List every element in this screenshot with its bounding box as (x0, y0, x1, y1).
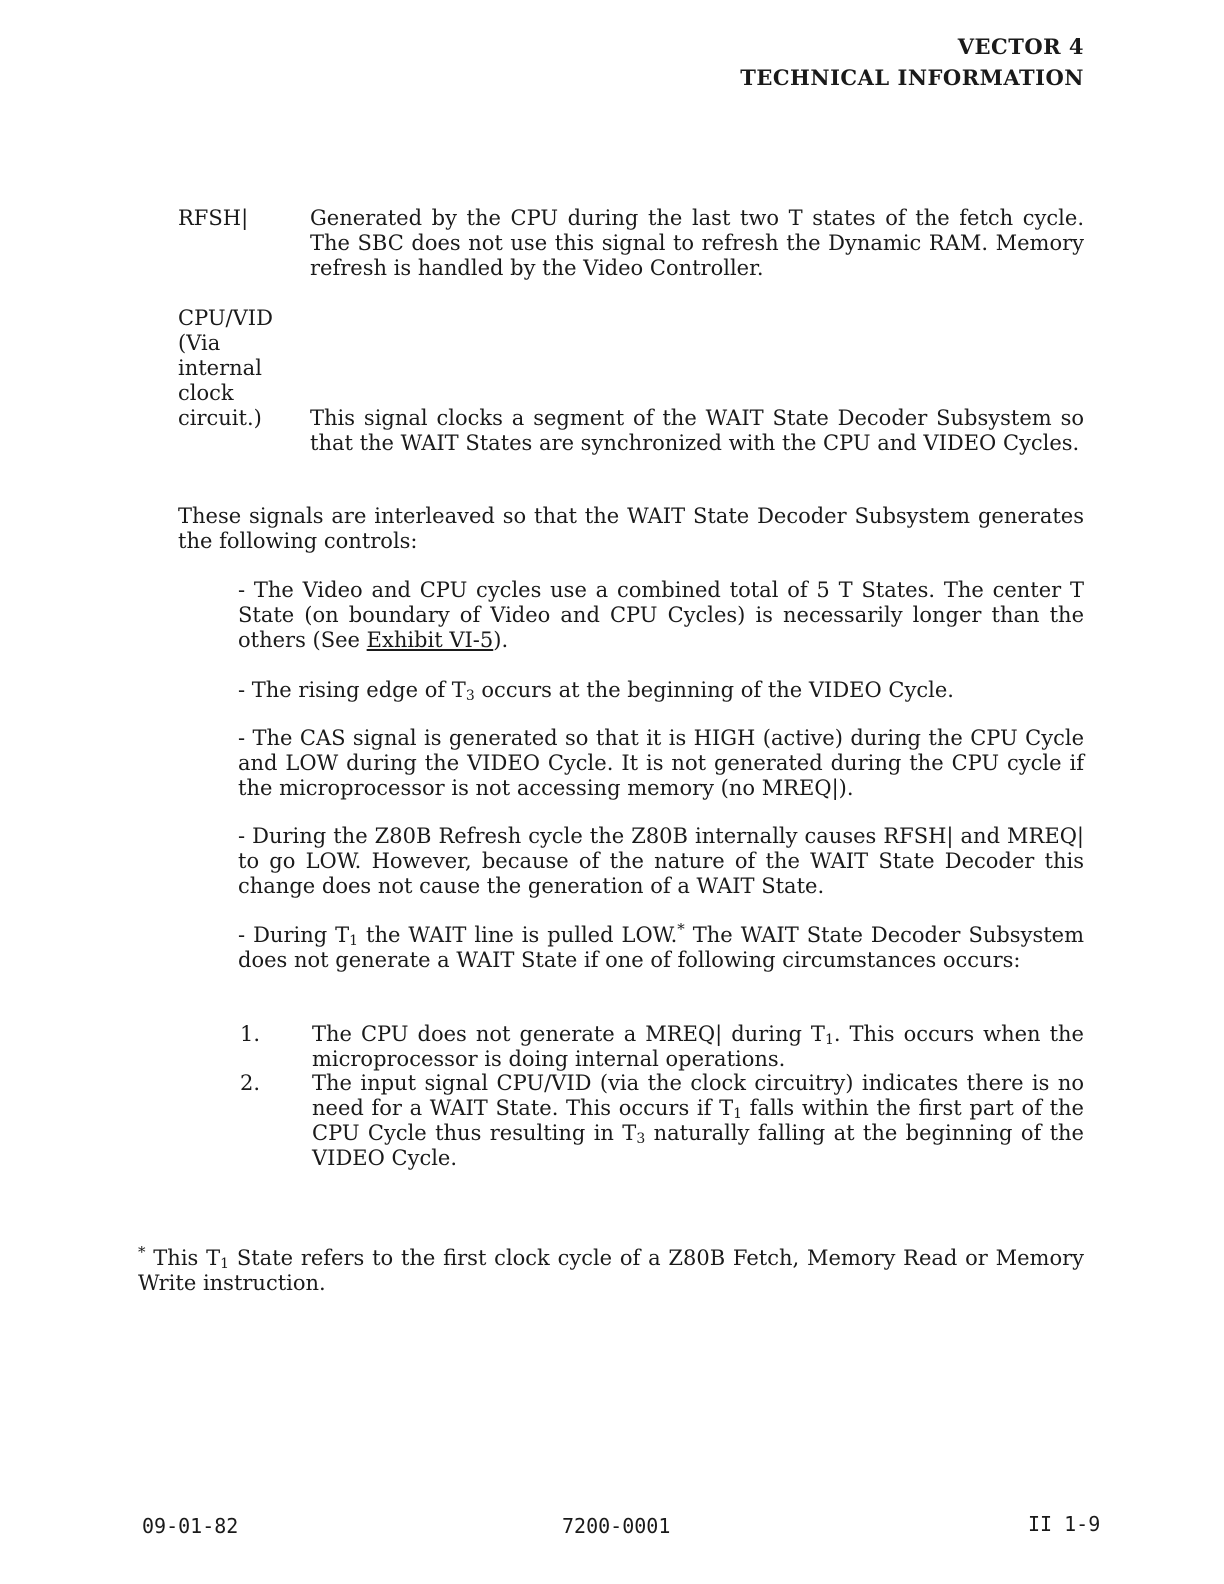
term-line: clock (178, 381, 234, 405)
signal-description-rfsh: Generated by the CPU during the last two T states of the fetch cycle. The SBC does not use this signal to refresh the Dynamic RAM. Memory refresh is handled by the Video Controller. (310, 206, 1084, 280)
exhibit-link[interactable]: Exhibit VI-5 (366, 628, 494, 652)
footnote: * This $T_1$ State refers to the first clock cycle of a Z80B Fetch, Memory Read or Memory Write instruction. (138, 1243, 1084, 1295)
term-line: internal (178, 356, 262, 380)
bullet-t-states: - The Video and CPU cycles use a combined total of 5 T States. The center T State (on boundary of Video and CPU Cycles) is necessarily longer than the others (See Exhibit VI-5). (238, 578, 1084, 652)
signal-term-rfsh: RFSH| (178, 206, 249, 230)
bullet-refresh-cycle: - During the Z80B Refresh cycle the Z80B internally causes RFSH| and MREQ| to go LOW. However, because of the nature of the WAIT State Decoder this change does not cause the generation of a WAIT State. (238, 824, 1084, 898)
numbered-item-1-text: The CPU does not generate a MREQ| during $T_1$. This occurs when the microprocessor is doing internal operations. (312, 1022, 1084, 1071)
numbered-item-2-number: 2. (240, 1071, 261, 1095)
footer-doc-number: 7200-0001 (562, 1514, 671, 1538)
signal-term-cpu-vid (178, 306, 273, 431)
term-line: CPU/VID (178, 306, 273, 330)
footer-date: 09-01-82 (142, 1514, 239, 1538)
numbered-item-1-number: 1. (240, 1022, 261, 1046)
bullet-wait-line: - During $T_1$ the WAIT line is pulled LOW.* The WAIT State Decoder Subsystem does not generate a WAIT State if one of following circumstances occurs: (238, 920, 1084, 972)
numbered-item-2-text: The input signal CPU/VID (via the clock circuitry) indicates there is no need for a WAIT State. This occurs if $T_1$ falls within the first part of the CPU Cycle thus resulting in $T_3$ naturally falling at the beginning of the VIDEO Cycle. (312, 1071, 1084, 1170)
header-technical-information: TECHNICAL INFORMATION (740, 65, 1084, 90)
header-vector: VECTOR 4 (957, 34, 1084, 59)
term-line: (Via (178, 331, 221, 355)
intro-paragraph: These signals are interleaved so that the WAIT State Decoder Subsystem generates the following controls: (178, 504, 1084, 553)
footer-page-number: II 1-9 (1028, 1512, 1101, 1536)
bullet-rising-edge: - The rising edge of $T_3$ occurs at the beginning of the VIDEO Cycle. (238, 678, 954, 704)
signal-description-cpu-vid: This signal clocks a segment of the WAIT State Decoder Subsystem so that the WAIT States are synchronized with the CPU and VIDEO Cycles. (310, 406, 1084, 455)
term-line: circuit.) (178, 406, 262, 430)
bullet-cas-signal: - The CAS signal is generated so that it is HIGH (active) during the CPU Cycle and LOW during the VIDEO Cycle. It is not generated during the CPU cycle if the microprocessor is not accessing memory (no MREQ|). (238, 726, 1084, 800)
